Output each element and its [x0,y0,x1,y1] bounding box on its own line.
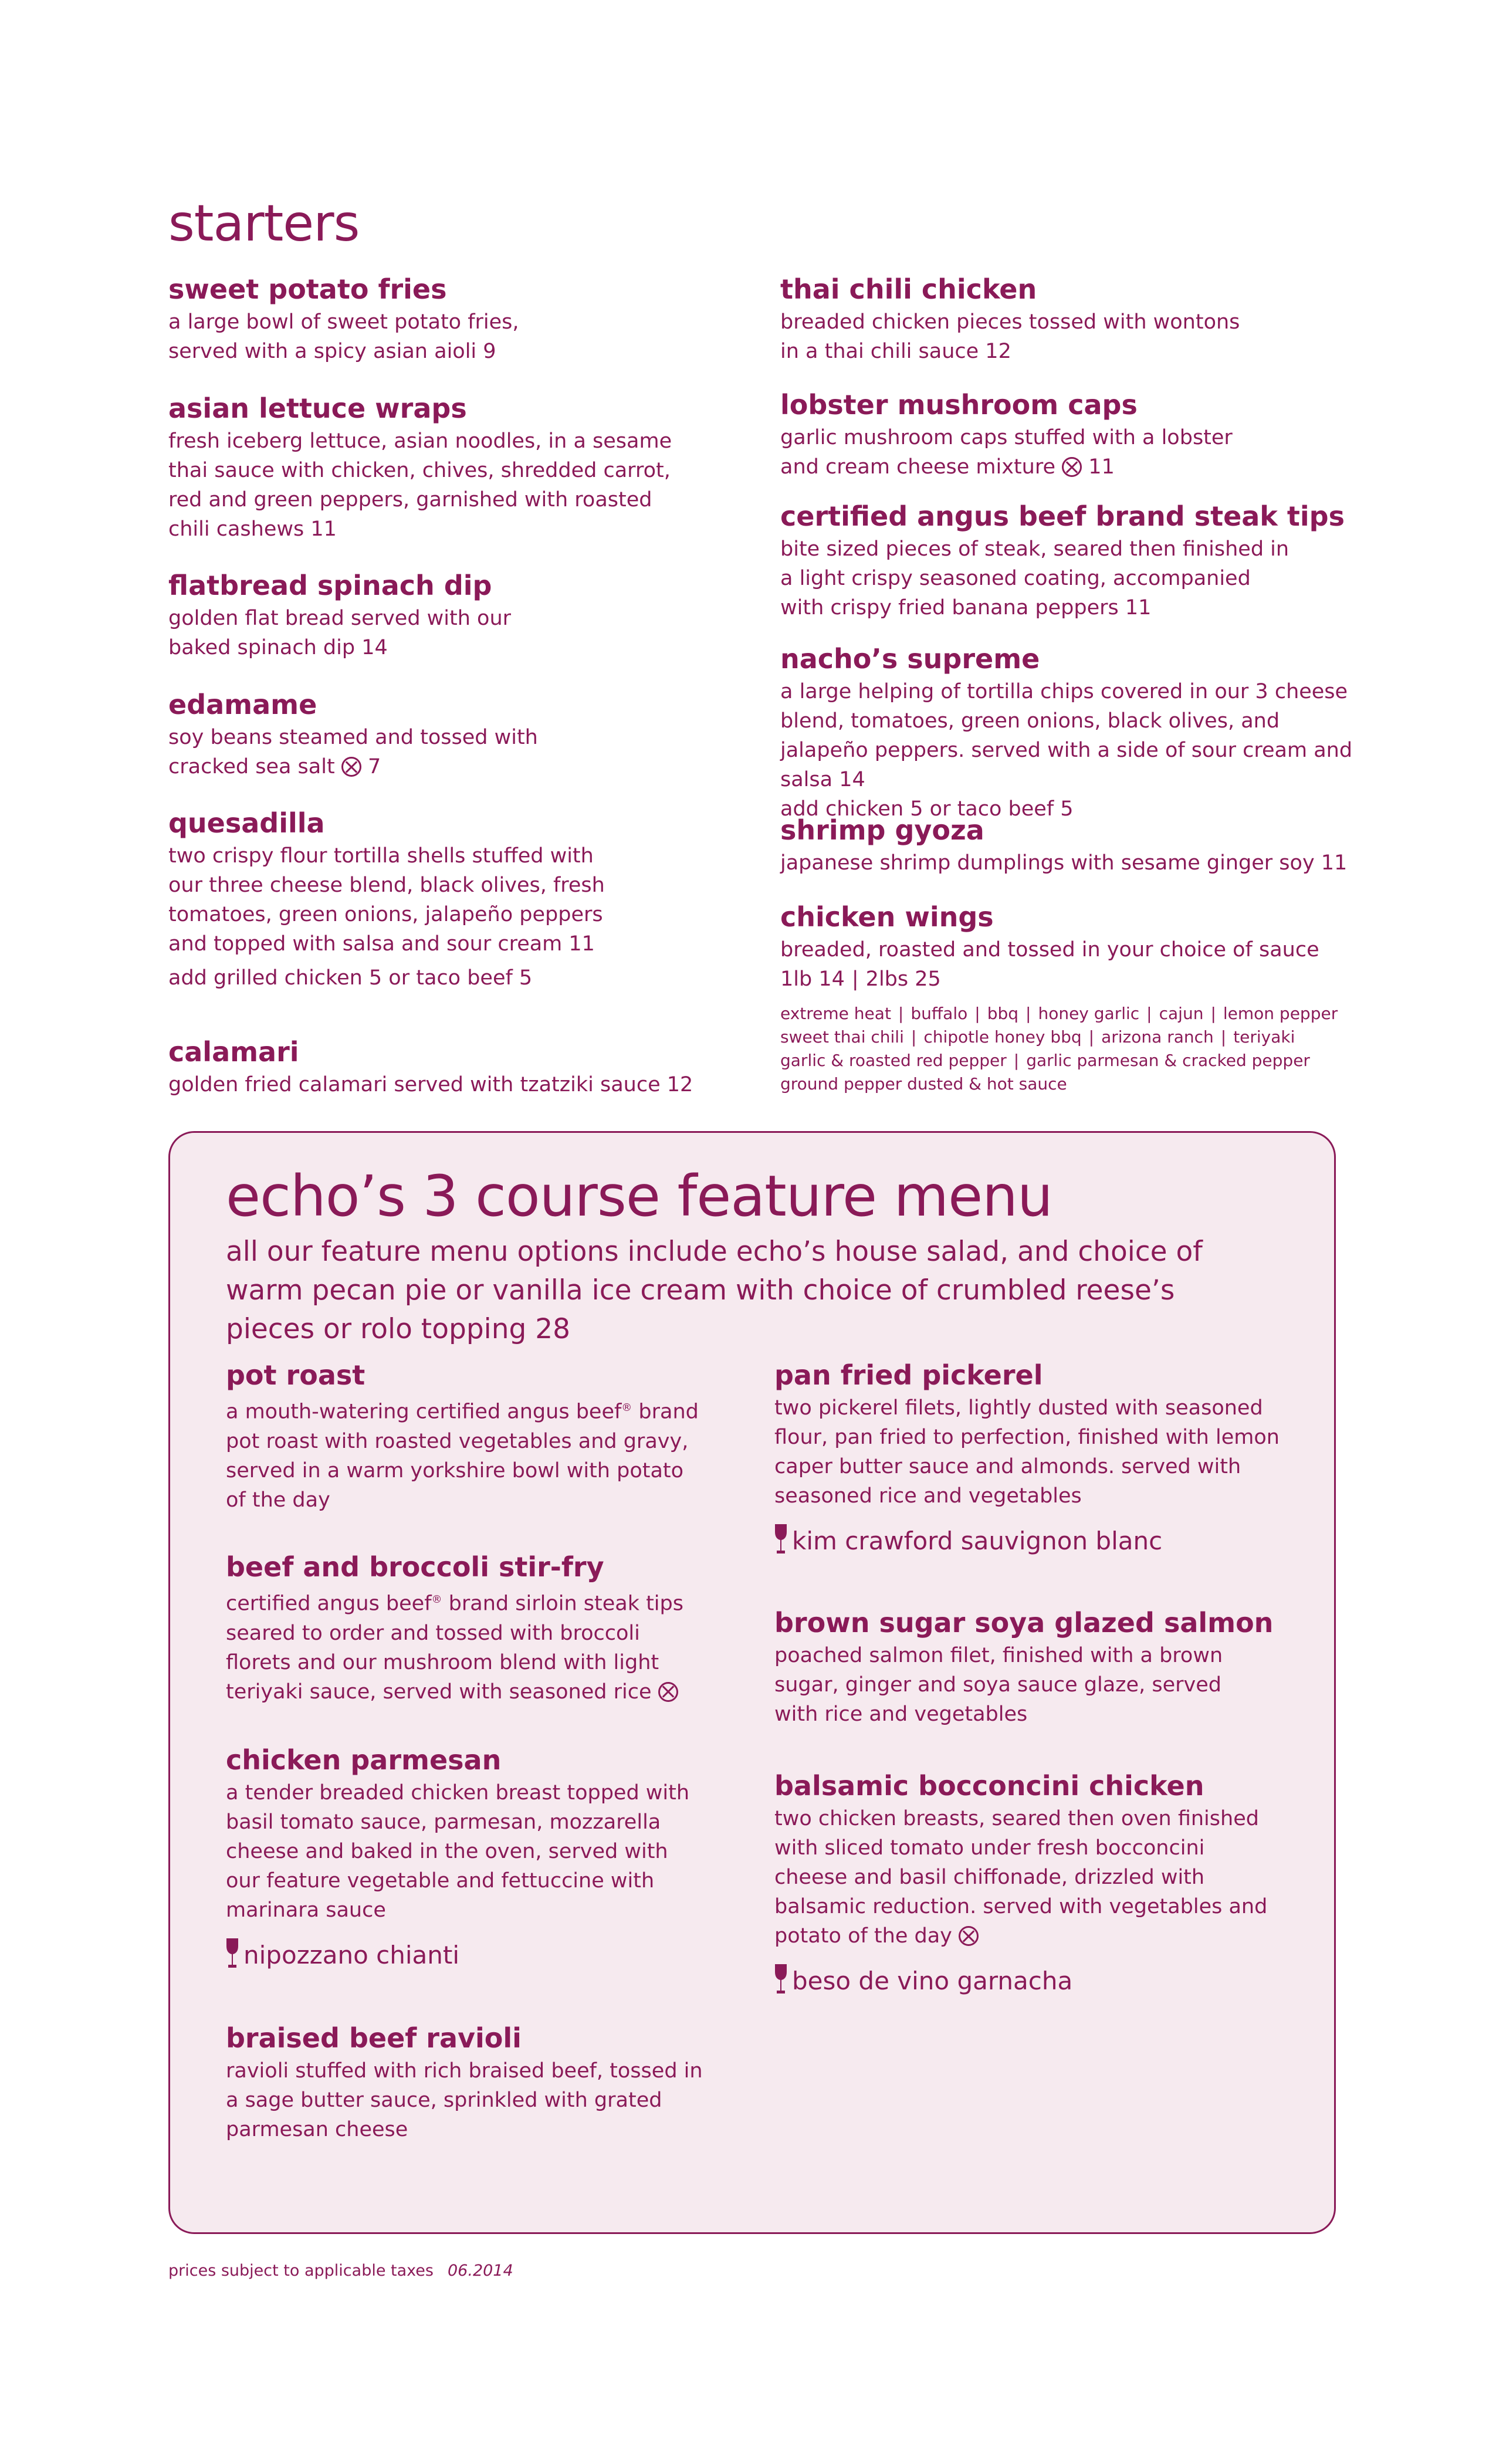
item-name: flatbread spinach dip [168,570,492,601]
item-name: chicken parmesan [226,1744,502,1776]
item-name: asian lettuce wraps [168,392,467,424]
wine-glass-icon [774,1964,787,1994]
item-name: sweet potato fries [168,273,447,305]
menu-item [168,807,755,993]
item-name: pot roast [226,1359,365,1391]
gluten-free-icon [341,757,361,777]
menu-item [780,391,1367,482]
menu-item [774,1359,1302,1555]
menu-item [774,1772,1302,1994]
gluten-free-icon [959,1926,979,1946]
item-description: ravioli stuffed with rich braised beef, tossed in a sage butter sauce, sprinkled with grated parmesan cheese [226,2059,703,2141]
item-name: lobster mushroom caps [780,389,1138,421]
menu-item [168,691,755,781]
menu-item [774,1609,1302,1729]
item-description: poached salmon filet, finished with a brown sugar, ginger and soya sauce glaze, served with rice and vegetables [774,1644,1223,1726]
wine-pairing: beso de vino garnacha [774,1964,1302,1994]
footer-note: prices subject to applicable taxes 06.2014 [168,2262,513,2280]
item-description: breaded, roasted and tossed in your choice of sauce [780,938,1319,962]
item-description: two chicken breasts, seared then oven finished with sliced tomato under fresh bocconcini cheese and basil chiffonade, drizzled with balsamic reduction. served with vegetables and potato of the day [774,1807,1268,1948]
item-name: thai chili chicken [780,273,1037,305]
feature-menu-title: echo’s 3 course feature menu [226,1163,1052,1229]
menu-item [780,814,1367,878]
wine-pairing: kim crawford sauvignon blanc [774,1524,1302,1554]
menu-item [226,1553,754,1707]
menu-item [168,392,755,544]
item-description: breaded chicken pieces tossed with wontons in a thai chili sauce 12 [780,310,1240,363]
wine-pairing: nipozzano chianti [226,1938,754,1968]
menu-item [226,2022,754,2144]
menu-item [780,645,1367,824]
menu-item [168,572,755,662]
item-description: garlic mushroom caps stuffed with a lobster and cream cheese mixture 11 [780,426,1233,479]
item-addon: add grilled chicken 5 or taco beef 5 [168,966,533,990]
item-description: golden fried calamari served with tzatziki sauce 12 [168,1073,693,1096]
gluten-free-icon [658,1682,678,1702]
item-description: fresh iceberg lettuce, asian noodles, in a sesame thai sauce with chicken, chives, shredded carrot, red and green peppers, garnished with roasted chili cashews 11 [168,429,672,541]
menu-item [780,273,1367,366]
item-description: bite sized pieces of steak, seared then finished in a light crispy seasoned coating, accompanied with crispy fried banana peppers 11 [780,537,1289,620]
item-name: brown sugar soya glazed salmon [774,1607,1274,1639]
item-description: a large helping of tortilla chips covered in our 3 cheese blend, tomatoes, green onions, black olives, and jalapeño peppers. served with a side of sour cream and salsa 14 [780,680,1353,791]
item-name: calamari [168,1036,299,1068]
item-description: soy beans steamed and tossed with cracked sea salt 7 [168,726,538,779]
item-name: shrimp gyoza [780,814,984,846]
item-name: chicken wings [780,901,994,933]
gluten-free-icon [1062,457,1082,477]
menu-item [226,1744,754,1969]
item-name: beef and broccoli stir-fry [226,1551,604,1583]
item-name: nacho’s supreme [780,643,1040,675]
item-description: a tender breaded chicken breast topped with basil tomato sauce, parmesan, mozzarella cheese and baked in the oven, served with our feature vegetable and fettuccine with marinara sauce [226,1781,690,1922]
item-description: a large bowl of sweet potato fries, served with a spicy asian aioli 9 [168,310,519,363]
menu-item [780,903,1367,1096]
item-description: golden flat bread served with our baked spinach dip 14 [168,607,512,659]
item-description: certified angus beef® brand sirloin steak tips seared to order and tossed with broccoli florets and our mushroom blend with light teriyaki sauce, served with seasoned rice [226,1592,683,1704]
item-name: quesadilla [168,807,325,839]
item-name: braised beef ravioli [226,2022,522,2054]
item-description: a mouth-watering certified angus beef® brand pot roast with roasted vegetables and gravy, served in a warm yorkshire bowl with potato of the day [226,1400,699,1512]
menu-item [780,500,1367,622]
menu-item [168,273,755,366]
item-name: balsamic bocconcini chicken [774,1770,1204,1802]
wine-glass-icon [226,1938,239,1968]
feature-menu-subtitle: all our feature menu options include echo’s house salad, and choice of warm pecan pie or vanilla ice cream with choice of crumbled reese’s pieces or rolo topping 28 [226,1236,1203,1345]
item-name: certified angus beef brand steak tips [780,500,1345,532]
item-addon: add chicken 5 or taco beef 5 [780,797,1074,821]
starters-title: starters [168,194,360,253]
wine-glass-icon [774,1524,787,1554]
menu-item [168,1038,755,1099]
menu-item [226,1359,754,1515]
wing-sizes: 1lb 14 | 2lbs 25 [780,967,941,991]
item-name: edamame [168,689,317,720]
item-description: two pickerel filets, lightly dusted with seasoned flour, pan fried to perfection, finished with lemon caper butter sauce and almonds. served with seasoned rice and vegetables [774,1396,1280,1508]
item-name: pan fried pickerel [774,1359,1043,1391]
item-description: two crispy flour tortilla shells stuffed with our three cheese blend, black olives, fresh tomatoes, green onions, jalapeño peppers and topped with salsa and sour cream 11 [168,844,605,956]
feature-menu-box [168,1131,1336,2234]
sauce-list: extreme heat | buffalo | bbq | honey garlic | cajun | lemon pepper sweet thai chili | chipotle honey bbq | arizona ranch | teriyaki garlic & roasted red pepper | garlic parmesan & cracked pepper ground pepper dusted & hot sauce [780,1004,1338,1094]
item-description: japanese shrimp dumplings with sesame ginger soy 11 [780,851,1348,875]
